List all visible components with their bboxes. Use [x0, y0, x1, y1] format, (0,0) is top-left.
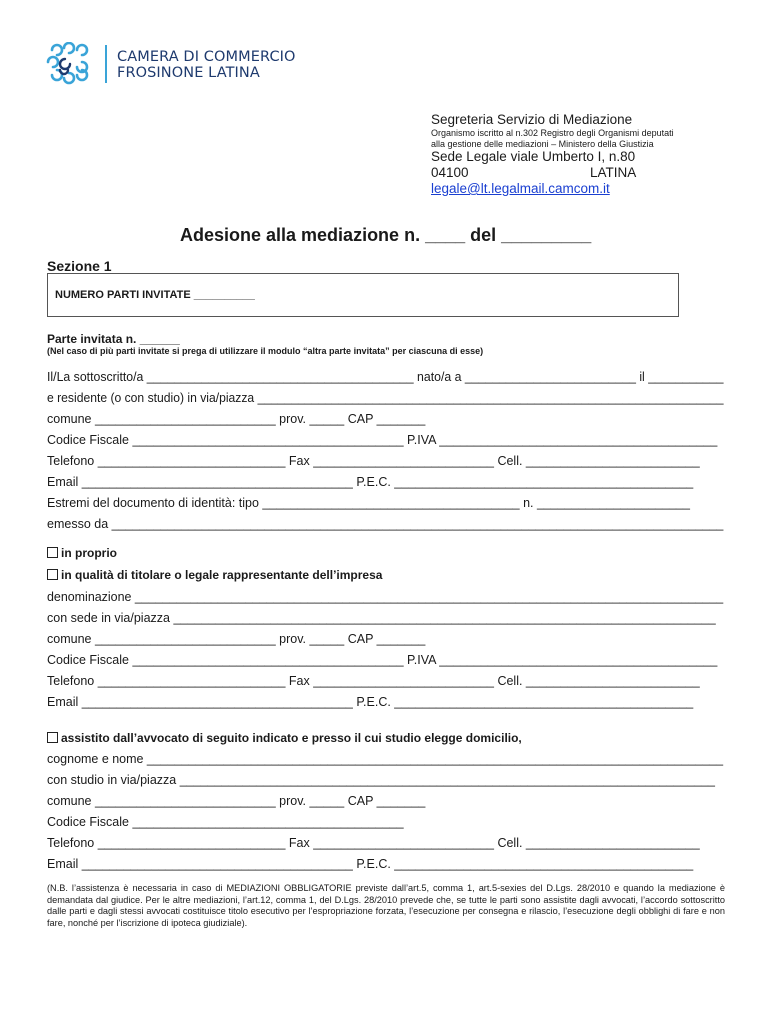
logo-line-1: CAMERA DI COMMERCIO	[117, 49, 296, 65]
lawyer-row-fiscal-code[interactable]: Codice Fiscale _______________________________________	[47, 815, 404, 829]
form-row-id-document[interactable]: Estremi del documento di identità: tipo _____________________________________ n. ______________________	[47, 496, 690, 510]
form-row-phone[interactable]: Telefono ___________________________ Fax __________________________ Cell. _________________________	[47, 454, 700, 468]
company-row-denomination[interactable]: denominazione _____________________________________________________________________________________	[47, 590, 724, 604]
logo-divider	[105, 45, 107, 83]
party-label: Parte invitata n. ______	[47, 332, 180, 346]
chamber-logo-icon	[42, 42, 92, 88]
lawyer-row-email[interactable]: Email _______________________________________ P.E.C. ___________________________________________	[47, 857, 694, 871]
checkbox-icon[interactable]	[47, 732, 58, 743]
form-row-residence[interactable]: e residente (o con studio) in via/piazza _____________________________________________________________________	[47, 391, 724, 405]
company-row-email[interactable]: Email _______________________________________ P.E.C. ___________________________________________	[47, 695, 694, 709]
footnote: (N.B. l’assistenza è necessaria in caso di MEDIAZIONI OBBLIGATORIE previste dall’art.5, comma 1, art.5-sexies del D.Lgs. 28/2010 e quando la mediazione è demandata dal giudice. Per le altre mediazioni, l’art.12, comma 1, del D.Lgs. 28/2010 prevede che, se tutte le parti sono assistite dagli avvocati, l’accordo sottoscritto dalle parti e dagli stessi avvocati costituisce titolo esecutivo per l’espropriazione forzata, l’esecuzione per consegna e rilascio, l’esecuzione degli obblighi di fare e non fare, nonché per l’iscrizione di ipoteca giudiziale).	[47, 883, 725, 929]
lawyer-row-phone[interactable]: Telefono ___________________________ Fax __________________________ Cell. _________________________	[47, 836, 700, 850]
option-company[interactable]	[47, 568, 382, 582]
company-row-phone[interactable]: Telefono ___________________________ Fax __________________________ Cell. _________________________	[47, 674, 700, 688]
office-city: LATINA	[590, 165, 637, 180]
option-company-label: in qualità di titolare o legale rappresentante dell’impresa	[61, 568, 383, 582]
form-row-name[interactable]: Il/La sottoscritto/a _______________________________________ nato/a a _________________________ il ___________	[47, 370, 724, 384]
option-in-proprio[interactable]	[47, 546, 117, 560]
form-row-email[interactable]: Email _______________________________________ P.E.C. ___________________________________________	[47, 475, 694, 489]
option-lawyer[interactable]	[47, 731, 522, 745]
option-lawyer-label: assistito dall’avvocato di seguito indicato e presso il cui studio elegge domicilio,	[61, 731, 522, 745]
office-address: Sede Legale viale Umberto I, n.80	[431, 149, 636, 164]
company-row-fiscal-code[interactable]: Codice Fiscale _______________________________________ P.IVA ________________________________________	[47, 653, 718, 667]
registry-line-2: alla gestione delle mediazioni – Ministero della Giustizia	[431, 139, 654, 149]
form-row-comune[interactable]: comune __________________________ prov. _____ CAP _______	[47, 412, 426, 426]
lawyer-row-name[interactable]: cognome e nome ___________________________________________________________________________________	[47, 752, 724, 766]
checkbox-icon[interactable]	[47, 547, 58, 558]
registry-line-1: Organismo iscritto al n.302 Registro degli Organismi deputati	[431, 128, 674, 138]
lawyer-row-comune[interactable]: comune __________________________ prov. _____ CAP _______	[47, 794, 426, 808]
company-row-comune[interactable]: comune __________________________ prov. _____ CAP _______	[47, 632, 426, 646]
lawyer-row-studio[interactable]: con studio in via/piazza _____________________________________________________________________________	[47, 773, 716, 787]
office-name: Segreteria Servizio di Mediazione	[431, 112, 633, 127]
logo-line-2: FROSINONE LATINA	[117, 65, 260, 81]
form-row-issued-by[interactable]: emesso da ________________________________________________________________________________________	[47, 517, 724, 531]
page-title: Adesione alla mediazione n. ____ del _________	[180, 225, 592, 245]
company-row-seat[interactable]: con sede in via/piazza ______________________________________________________________________________	[47, 611, 716, 625]
section-1-label: Sezione 1	[47, 258, 112, 274]
option-in-proprio-label: in proprio	[61, 546, 117, 560]
party-note: (Nel caso di più parti invitate si prega di utilizzare il modulo “altra parte invitata” per ciascuna di esse)	[47, 346, 484, 356]
office-email-link[interactable]: legale@lt.legalmail.camcom.it	[431, 181, 610, 196]
office-zip: 04100	[431, 165, 469, 180]
checkbox-icon[interactable]	[47, 569, 58, 580]
parties-count-field[interactable]: NUMERO PARTI INVITATE __________	[55, 289, 255, 301]
form-row-fiscal-code[interactable]: Codice Fiscale _______________________________________ P.IVA ________________________________________	[47, 433, 718, 447]
